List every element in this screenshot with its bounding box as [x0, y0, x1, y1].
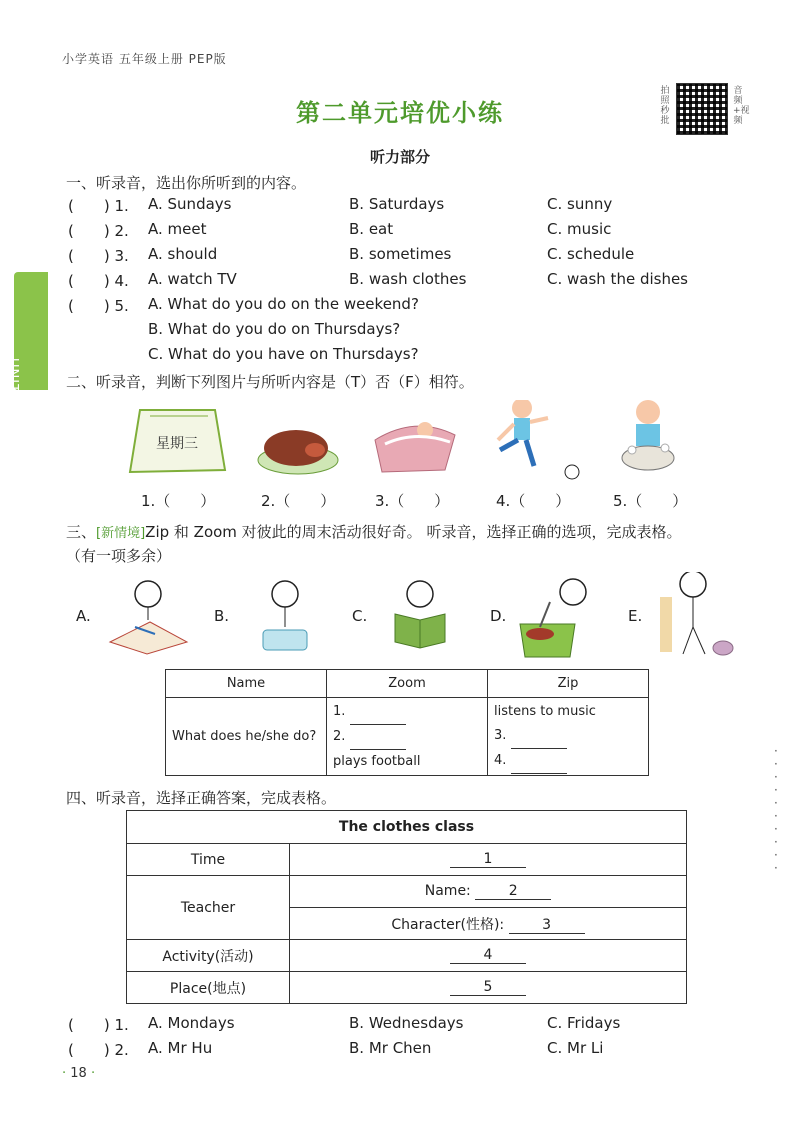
- boy-football-image: [498, 400, 579, 479]
- s4-item-2: ( ) 2.: [68, 1041, 129, 1059]
- stick-writing-image: [110, 581, 187, 654]
- activity-label: Activity(活动): [127, 940, 290, 972]
- s1-item-1: ( ) 1.: [68, 197, 129, 215]
- answer-paren[interactable]: ( ): [68, 247, 110, 265]
- s4-item1-c: C. Fridays: [547, 1014, 621, 1032]
- section3-pictures: [95, 572, 745, 662]
- side-decoration: · · · · · · · · · ·: [774, 744, 778, 875]
- activity-cell: [290, 940, 687, 972]
- stick-washing-image: [263, 581, 307, 650]
- s1-item5-a: A. What do you do on the weekend?: [148, 295, 419, 313]
- answer-blank[interactable]: [350, 700, 406, 725]
- time-cell: [290, 844, 687, 876]
- section2-heading: 二、听录音，判断下列图片与所听内容是（T）否（F）相符。: [66, 373, 474, 391]
- section-subtitle: 听力部分: [369, 148, 430, 166]
- zip-cell: listens to music 3. 4.: [488, 698, 649, 776]
- teacher-label: Teacher: [127, 876, 290, 940]
- clothes-class-table: [126, 810, 687, 1004]
- qr-left-label: 拍照秒批: [660, 86, 670, 126]
- option-label-b: B.: [214, 607, 230, 625]
- row-label: What does he/she do?: [166, 698, 327, 776]
- section3-note: （有一项多余）: [66, 547, 172, 565]
- s1-item2-c: C. music: [547, 220, 612, 238]
- picture-label-5[interactable]: 5.（ ）: [613, 492, 688, 510]
- picture-label-2[interactable]: 2.（ ）: [261, 492, 336, 510]
- answer-blank[interactable]: [511, 749, 567, 774]
- s1-item4-c: C. wash the dishes: [547, 270, 688, 288]
- new-scenario-tag: [新情境]: [96, 526, 146, 541]
- option-label-c: C.: [352, 607, 368, 625]
- option-label-d: D.: [490, 607, 507, 625]
- name-cell: Name: 2: [290, 876, 687, 908]
- option-label-e: E.: [628, 607, 643, 625]
- section3-table: [165, 669, 649, 776]
- page-title: 第二单元培优小练: [296, 99, 504, 127]
- answer-paren[interactable]: ( ): [68, 272, 110, 290]
- s1-item5-b: B. What do you do on Thursdays?: [148, 320, 401, 338]
- time-label: Time: [127, 844, 290, 876]
- header-name: Name: [166, 670, 327, 698]
- section2-pictures: [120, 400, 740, 490]
- calendar-image: [130, 410, 225, 472]
- s4-item-1: ( ) 1.: [68, 1016, 129, 1034]
- answer-paren[interactable]: ( ): [68, 197, 110, 215]
- s1-item2-a: A. meet: [148, 220, 207, 238]
- header-zip: Zip: [488, 670, 649, 698]
- s4-item2-c: C. Mr Li: [547, 1039, 604, 1057]
- answer-blank[interactable]: [511, 724, 567, 749]
- steak-image: [258, 430, 338, 474]
- s1-item3-c: C. schedule: [547, 245, 635, 263]
- page-number: · 18 ·: [62, 1066, 96, 1081]
- s1-item-3: ( ) 3.: [68, 247, 129, 265]
- place-cell: [290, 972, 687, 1004]
- calendar-text: 星期三: [156, 436, 198, 452]
- s1-item-2: ( ) 2.: [68, 222, 129, 240]
- zoom-cell: 1. 2. plays football: [327, 698, 488, 776]
- stick-cleaning-image: [660, 572, 733, 655]
- picture-label-1[interactable]: 1.（ ）: [141, 492, 216, 510]
- baby-crib-image: [375, 422, 455, 472]
- s1-item3-b: B. sometimes: [349, 245, 452, 263]
- section4-heading: 四、听录音，选择正确答案，完成表格。: [66, 789, 337, 807]
- answer-paren[interactable]: ( ): [68, 1041, 110, 1059]
- answer-paren[interactable]: ( ): [68, 1016, 110, 1034]
- header-zoom: Zoom: [327, 670, 488, 698]
- picture-label-4[interactable]: 4.（ ）: [496, 492, 571, 510]
- s1-item1-c: C. sunny: [547, 195, 613, 213]
- s4-item1-b: B. Wednesdays: [349, 1014, 464, 1032]
- s1-item2-b: B. eat: [349, 220, 394, 238]
- qr-code-icon[interactable]: [676, 83, 728, 135]
- name-value[interactable]: 2: [475, 883, 551, 900]
- character-cell: Character(性格): 3: [290, 908, 687, 940]
- answer-blank[interactable]: [350, 725, 406, 750]
- s1-item-5: ( ) 5.: [68, 297, 129, 315]
- time-value[interactable]: 1: [450, 851, 526, 868]
- s4-item2-a: A. Mr Hu: [148, 1039, 213, 1057]
- s1-item1-b: B. Saturdays: [349, 195, 445, 213]
- stick-reading-image: [395, 581, 445, 648]
- answer-paren[interactable]: ( ): [68, 297, 110, 315]
- qr-right-label: 音频+视频: [733, 86, 750, 126]
- s1-item-4: ( ) 4.: [68, 272, 129, 290]
- table-title: The clothes class: [127, 811, 687, 844]
- boy-washing-image: [622, 400, 674, 470]
- character-value[interactable]: 3: [509, 917, 585, 934]
- section1-heading: 一、听录音，选出你所听到的内容。: [66, 174, 307, 192]
- s1-item4-a: A. watch TV: [148, 270, 237, 288]
- s4-item2-b: B. Mr Chen: [349, 1039, 432, 1057]
- stick-cooking-image: [520, 579, 586, 657]
- place-label: Place(地点): [127, 972, 290, 1004]
- activity-value[interactable]: 4: [450, 947, 526, 964]
- s1-item1-a: A. Sundays: [148, 195, 232, 213]
- answer-paren[interactable]: ( ): [68, 222, 110, 240]
- picture-label-3[interactable]: 3.（ ）: [375, 492, 450, 510]
- s4-item1-a: A. Mondays: [148, 1014, 235, 1032]
- option-label-a: A.: [76, 607, 91, 625]
- book-header: 小学英语 五年级上册 PEP版: [62, 52, 227, 66]
- unit-tab-label: UNIT 2: [5, 358, 20, 408]
- s1-item4-b: B. wash clothes: [349, 270, 467, 288]
- unit-tab: [5, 272, 48, 408]
- s1-item3-a: A. should: [148, 245, 218, 263]
- section3-heading: 三、[新情境]Zip 和 Zoom 对彼此的周末活动很好奇。 听录音，选择正确的选项，完成表格。: [66, 523, 682, 541]
- place-value[interactable]: 5: [450, 979, 526, 996]
- s1-item5-c: C. What do you have on Thursdays?: [148, 345, 419, 363]
